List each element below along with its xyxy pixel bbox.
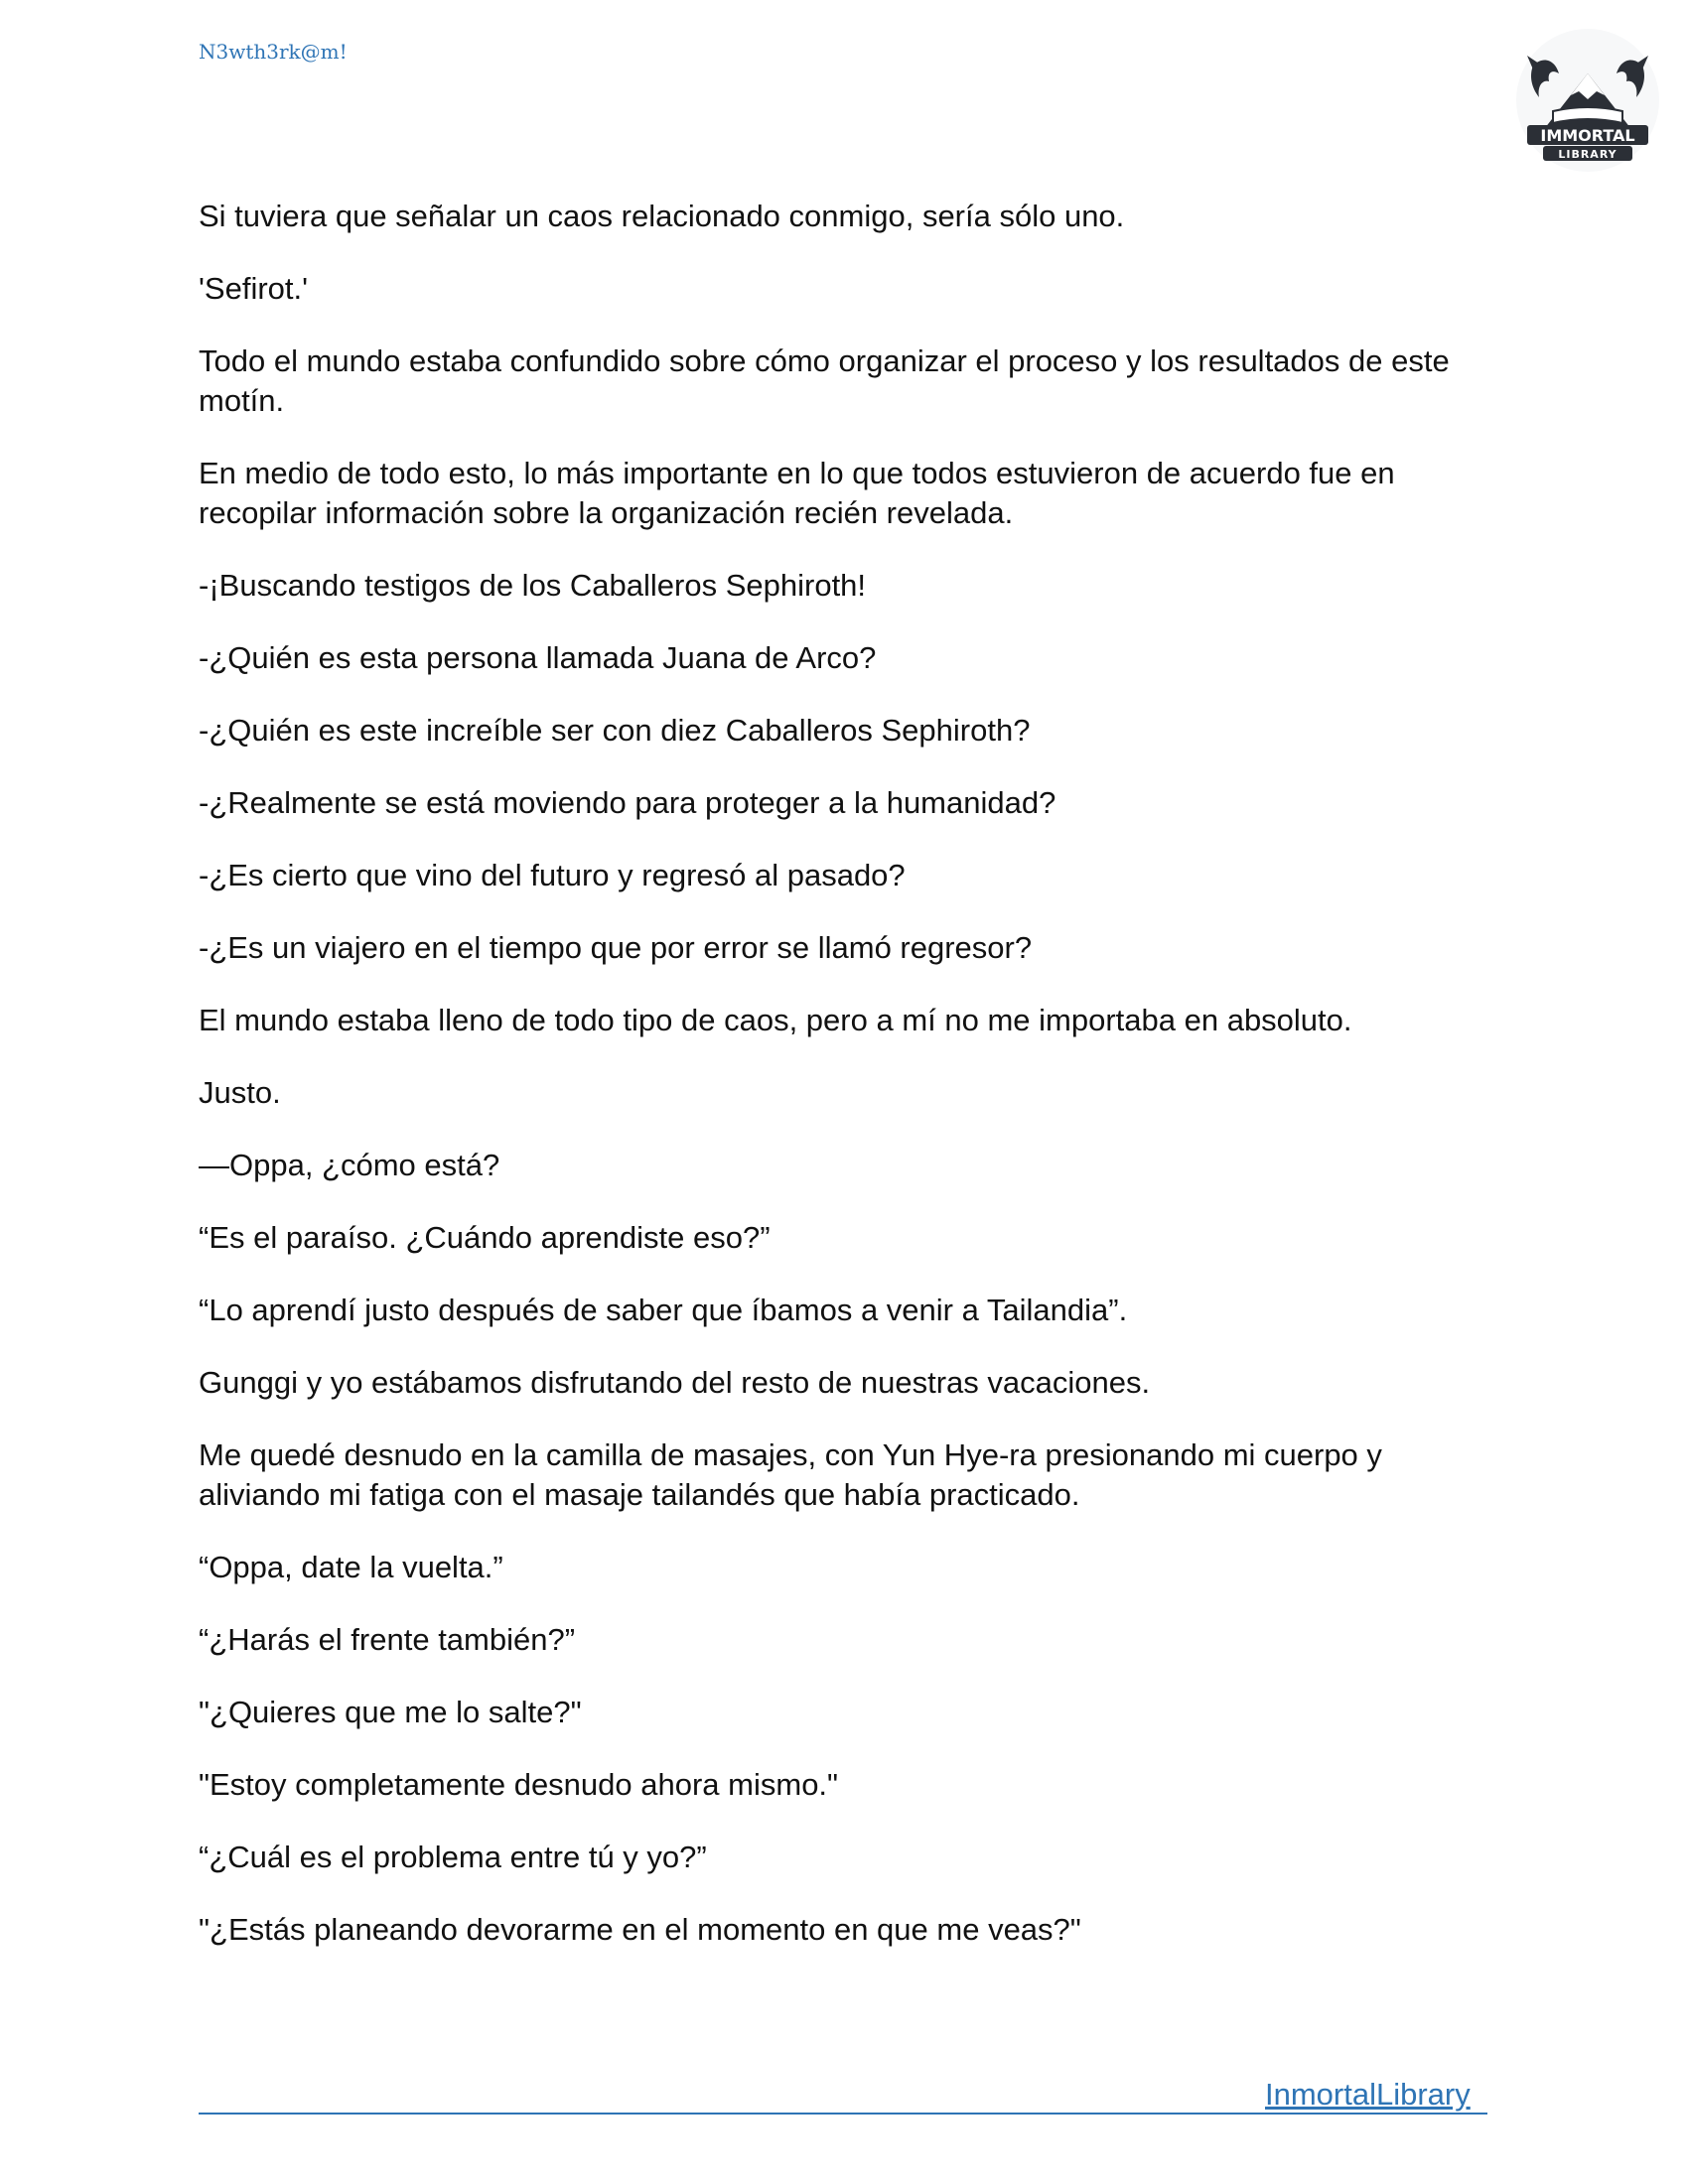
paragraph: -¿Realmente se está moviendo para proteger a la humanidad? <box>199 785 1056 820</box>
paragraph: “Oppa, date la vuelta.” <box>199 1550 503 1584</box>
paragraph: Me quedé desnudo en la camilla de masajes, con Yun Hye-ra presionando mi cuerpo y aliviando mi fatiga con el masaje tailandés que había practicado. <box>199 1437 1382 1512</box>
paragraph: Si tuviera que señalar un caos relacionado conmigo, sería sólo uno. <box>199 199 1125 233</box>
paragraph: -¡Buscando testigos de los Caballeros Sephiroth! <box>199 568 867 603</box>
paragraph: "¿Estás planeando devorarme en el momento en que me veas?" <box>199 1912 1081 1947</box>
paragraph: —Oppa, ¿cómo está? <box>199 1148 500 1182</box>
paragraph: El mundo estaba lleno de todo tipo de caos, pero a mí no me importaba en absoluto. <box>199 1003 1352 1037</box>
paragraph: -¿Quién es este increíble ser con diez Caballeros Sephiroth? <box>199 713 1031 748</box>
paragraph: “¿Cuál es el problema entre tú y yo?” <box>199 1840 707 1874</box>
paragraph: Gunggi y yo estábamos disfrutando del resto de nuestras vacaciones. <box>199 1365 1151 1400</box>
paragraph: "Estoy completamente desnudo ahora mismo." <box>199 1767 839 1802</box>
paragraph: -¿Es cierto que vino del futuro y regresó al pasado? <box>199 858 906 892</box>
paragraph: “Lo aprendí justo después de saber que íbamos a venir a Tailandia”. <box>199 1293 1128 1327</box>
paragraph: En medio de todo esto, lo más importante en lo que todos estuvieron de acuerdo fue en recopilar información sobre la organización recién revelada. <box>199 456 1395 530</box>
paragraph: -¿Es un viajero en el tiempo que por error se llamó regresor? <box>199 930 1033 965</box>
logo-text-line1: IMMORTAL <box>1540 126 1635 145</box>
document-body <box>199 197 1509 1982</box>
paragraph: "¿Quieres que me lo salte?" <box>199 1695 582 1729</box>
paragraph: “Es el paraíso. ¿Cuándo aprendiste eso?” <box>199 1220 771 1255</box>
immortal-library-logo <box>1513 26 1662 175</box>
paragraph: Todo el mundo estaba confundido sobre cómo organizar el proceso y los resultados de este motín. <box>199 343 1450 418</box>
paragraph: Justo. <box>199 1075 281 1110</box>
logo-text-line2: LIBRARY <box>1558 148 1618 161</box>
paragraph: 'Sefirot.' <box>199 271 309 306</box>
header-site-code: N3wth3rk@m! <box>199 40 348 64</box>
footer-link-inmortal-library[interactable]: InmortalLibrary <box>1265 2077 1471 2112</box>
paragraph: -¿Quién es esta persona llamada Juana de Arco? <box>199 640 877 675</box>
footer-divider <box>199 2113 1487 2115</box>
paragraph: “¿Harás el frente también?” <box>199 1622 576 1657</box>
